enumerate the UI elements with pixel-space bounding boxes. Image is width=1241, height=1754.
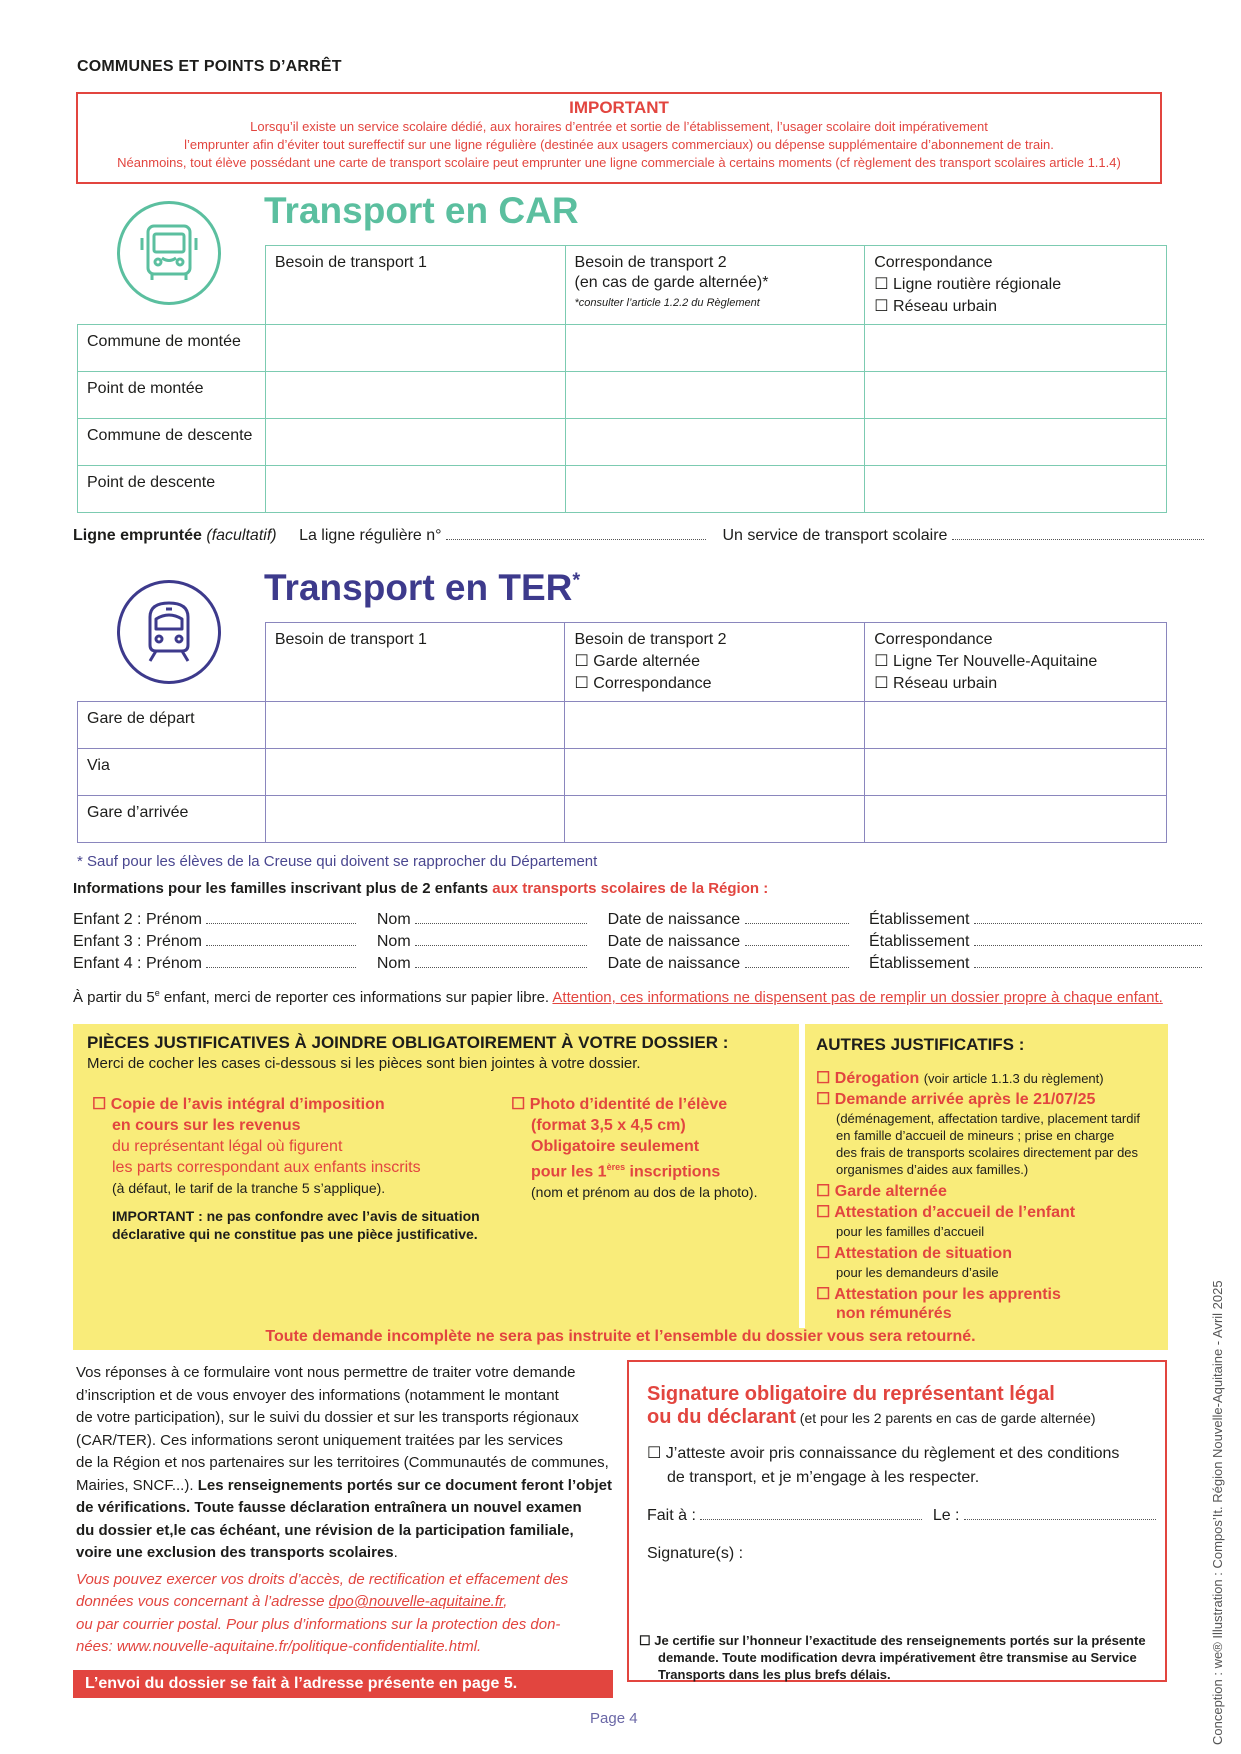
signature-title-2 <box>647 1406 1096 1429</box>
rgpd-rights-line: ou par courrier postal. Pour plus d’informations sur la protection des don- <box>76 1615 561 1633</box>
note-sup: e <box>154 988 160 998</box>
ter-row-label: Via <box>78 749 266 796</box>
enfant-naissance-label: Date de naissance <box>607 955 741 972</box>
car-header-correspondance <box>865 246 1167 325</box>
avis-line-4: les parts correspondant aux enfants inscrits <box>112 1159 421 1176</box>
rgpd-p6b: Les renseignements portés sur ce document feront l’objet <box>197 1476 612 1494</box>
avis-important-1: IMPORTANT : ne pas confondre avec l’avis de situation <box>112 1208 480 1224</box>
atteste-line-2: de transport, et je m’engage à les respecter. <box>667 1469 980 1486</box>
derogation-note: (voir article 1.1.3 du règlement) <box>923 1071 1104 1086</box>
rgpd-rights-line: Vous pouvez exercer vos droits d’accès, de rectification et effacement des <box>76 1570 569 1588</box>
avis-line-5: (à défaut, le tarif de la tranche 5 s’applique). <box>112 1180 386 1196</box>
rgpd-line: de votre participation), sur le suivi du dossier et sur les transports régionaux <box>76 1409 579 1426</box>
ligne-label: Ligne empruntée <box>73 527 202 544</box>
car-col2-label: Besoin de transport 2 <box>574 254 727 271</box>
car-col2-sublabel: (en cas de garde alternée)* <box>574 274 769 291</box>
families-rows <box>73 909 1168 975</box>
car-cell-input[interactable] <box>565 372 865 419</box>
ter-header-besoin-1 <box>265 623 565 702</box>
note-part-a: À partir du 5 <box>73 989 155 1006</box>
service-scolaire-label: Un service de transport scolaire <box>722 527 948 544</box>
enfant-naissance-label: Date de naissance <box>607 933 741 950</box>
service-scolaire-field[interactable] <box>952 527 1204 540</box>
enfant-nom-label: Nom <box>376 911 411 928</box>
enfant-prenom-field[interactable] <box>206 911 356 924</box>
important-line-1: Lorsqu’il existe un service scolaire dédié, aux horaires d’entrée et sortie de l’établissement, l’usager scolaire doit impérativement <box>250 119 988 134</box>
demande-note-1: (déménagement, affectation tardive, placement tardif <box>836 1111 1140 1126</box>
certifie-item[interactable] <box>639 1632 1146 1683</box>
rgpd-rights-line <box>76 1591 616 1614</box>
atteste-checkbox-label[interactable]: ☐ J’atteste avoir pris connaissance du règlement et des conditions <box>647 1445 1120 1462</box>
car-cell-input[interactable] <box>265 325 565 372</box>
signature-label: Signature(s) : <box>647 1545 744 1562</box>
enfant-etablissement-field[interactable] <box>974 933 1202 946</box>
privacy-policy-link[interactable]: nées: www.nouvelle-aquitaine.fr/politique-confidentialite.html. <box>76 1638 482 1655</box>
demande-tardive-label[interactable]: ☐ Demande arrivée après le 21/07/25 <box>816 1091 1096 1108</box>
pieces-subtitle: Merci de cocher les cases ci-dessous si les pièces sont bien jointes à votre dossier. <box>87 1055 641 1072</box>
photo-identite-item[interactable] <box>511 1094 757 1203</box>
car-cell-input[interactable] <box>865 325 1167 372</box>
car-header-besoin-1 <box>265 246 565 325</box>
rgpd-line: de la Région et nos partenaires sur les territoires (Communautés de communes, <box>76 1454 609 1471</box>
important-title: IMPORTANT <box>569 98 669 117</box>
atteste-item[interactable] <box>647 1442 1119 1490</box>
ter-header-correspondance <box>865 623 1167 702</box>
page-number: Page 4 <box>590 1710 638 1727</box>
ter-footnote: * Sauf pour les élèves de la Creuse qui doivent se rapprocher du Département <box>77 853 598 870</box>
photo-sup: ères <box>606 1162 626 1172</box>
enfant-nom-field[interactable] <box>415 955 587 968</box>
ter-option-garde-alternee[interactable]: ☐ Garde alternée <box>574 653 701 670</box>
enfant-naissance-field[interactable] <box>745 955 849 968</box>
enfant-nom-label: Nom <box>376 955 411 972</box>
photo-line-3: Obligatoire seulement <box>531 1138 700 1155</box>
certifie-checkbox-label[interactable]: ☐ Je certifie sur l’honneur l’exactitude des renseignements portés sur la présente <box>639 1633 1146 1648</box>
situation-note: pour les demandeurs d’asile <box>836 1265 999 1280</box>
photo-line-2: (format 3,5 x 4,5 cm) <box>531 1117 686 1134</box>
enfant-naissance-label: Date de naissance <box>607 911 741 928</box>
ter-option-ligne-ter[interactable]: ☐ Ligne Ter Nouvelle-Aquitaine <box>874 653 1098 670</box>
signature-box <box>627 1360 1167 1682</box>
avis-line-3: du représentant légal où figurent <box>112 1138 343 1155</box>
families-title-red: aux transports scolaires de la Région : <box>492 880 769 897</box>
photo-line-5: (nom et prénom au dos de la photo). <box>531 1184 758 1201</box>
signature-title-2-text: ou du déclarant <box>647 1406 796 1428</box>
car-corner-cell <box>78 246 266 325</box>
enfant-prenom-label: Enfant 4 : Prénom <box>73 955 202 972</box>
ter-row-label: Gare d’arrivée <box>78 796 266 843</box>
ter-cell-input[interactable] <box>865 749 1167 796</box>
avis-line-2: en cours sur les revenus <box>112 1117 301 1134</box>
rgpd-line: Vos réponses à ce formulaire vont nous permettre de traiter votre demande <box>76 1364 576 1381</box>
dpo-email-link[interactable]: dpo@nouvelle-aquitaine.fr <box>328 1593 504 1610</box>
signature-area[interactable] <box>647 1562 1147 1622</box>
rgpd-p6a: Mairies, SNCF...). <box>76 1476 198 1494</box>
note-part-b: enfant, merci de reporter ces informations sur papier libre. <box>159 989 550 1006</box>
ter-col2-label: Besoin de transport 2 <box>574 631 727 648</box>
derogation-label[interactable]: ☐ Dérogation <box>816 1070 920 1087</box>
panel-divider <box>799 1024 805 1328</box>
car-cell-input[interactable] <box>265 466 565 513</box>
car-option-ligne-routiere[interactable]: ☐ Ligne routière régionale <box>874 276 1062 293</box>
photo-line-4b: inscriptions <box>625 1163 721 1181</box>
car-cell-input[interactable] <box>265 419 565 466</box>
fait-field[interactable] <box>700 1507 922 1520</box>
enfant-etablissement-label: Établissement <box>869 933 970 950</box>
car-cell-input[interactable] <box>865 466 1167 513</box>
families-title <box>73 880 768 897</box>
important-notice <box>76 92 1162 184</box>
enfant-prenom-label: Enfant 2 : Prénom <box>73 911 202 928</box>
car-cell-input[interactable] <box>565 419 865 466</box>
avis-important-2: déclarative qui ne constitue pas une pièce justificative. <box>112 1226 478 1242</box>
enfant-prenom-field[interactable] <box>206 955 356 968</box>
rgpd-text <box>76 1362 616 1659</box>
car-row-label: Commune de descente <box>78 419 266 466</box>
demande-note-3: des frais de transports scolaires directement par des <box>836 1145 1139 1160</box>
accueil-note: pour les familles d’accueil <box>836 1224 985 1239</box>
ter-title-text: Transport en TER <box>264 567 573 608</box>
photo-line-4 <box>511 1157 757 1182</box>
car-cell-input[interactable] <box>865 419 1167 466</box>
ter-col1-label: Besoin de transport 1 <box>274 631 427 648</box>
incomplete-warning: Toute demande incomplète ne sera pas instruite et l’ensemble du dossier vous sera retourné. <box>265 1328 976 1345</box>
ter-cell-input[interactable] <box>265 749 565 796</box>
enfant-naissance-field[interactable] <box>745 911 849 924</box>
ter-cell-input[interactable] <box>265 702 565 749</box>
ter-cell-input[interactable] <box>565 702 865 749</box>
enfant-prenom-label: Enfant 3 : Prénom <box>73 933 202 950</box>
car-cell-input[interactable] <box>565 325 865 372</box>
car-row-label: Commune de montée <box>78 325 266 372</box>
car-header-besoin-2 <box>565 246 865 325</box>
ter-cell-input[interactable] <box>565 749 865 796</box>
rgpd-line: de vérifications. Toute fausse déclaration entraînera un nouvel examen <box>76 1499 582 1516</box>
demande-note-2: en famille d’accueil de mineurs ; prise en charge <box>836 1128 1115 1143</box>
le-field[interactable] <box>964 1507 1156 1520</box>
fait-label: Fait à : <box>647 1507 696 1524</box>
car-row-label: Point de descente <box>78 466 266 513</box>
enfant-nom-field[interactable] <box>415 911 587 924</box>
car-cell-input[interactable] <box>265 372 565 419</box>
car-option-reseau-urbain[interactable]: ☐ Réseau urbain <box>874 298 998 315</box>
ter-cell-input[interactable] <box>565 796 865 843</box>
ter-row-label: Gare de départ <box>78 702 266 749</box>
ter-table <box>77 622 1167 843</box>
demande-note-4: organismes d’aides aux familles.) <box>836 1162 1029 1177</box>
photo-line-4a: pour les 1 <box>531 1163 607 1181</box>
enfant-naissance-field[interactable] <box>745 933 849 946</box>
rgpd-p9-end: . <box>393 1544 398 1561</box>
ter-cell-input[interactable] <box>265 796 565 843</box>
family-row <box>73 953 1168 975</box>
ligne-empruntee-row <box>73 527 1204 545</box>
signature-title-2-note: (et pour les 2 parents en cas de garde alternée) <box>795 1410 1096 1426</box>
pieces-title: PIÈCES JUSTIFICATIVES À JOINDRE OBLIGATOIREMENT À VOTRE DOSSIER : <box>87 1033 729 1052</box>
page-title: COMMUNES ET POINTS D’ARRÊT <box>77 58 342 75</box>
garde-alternee-label[interactable]: ☐ Garde alternée <box>816 1183 947 1200</box>
families-title-text: Informations pour les familles inscrivant plus de 2 enfants <box>73 880 489 897</box>
attestation-accueil-label[interactable]: ☐ Attestation d’accueil de l’enfant <box>816 1204 1076 1221</box>
envoi-banner: L’envoi du dossier se fait à l’adresse présente en page 5. <box>73 1670 613 1698</box>
apprentis-line-2: non rémunérés <box>836 1305 952 1322</box>
enfant-nom-label: Nom <box>376 933 411 950</box>
rgpd-p9: voire une exclusion des transports scolaires <box>76 1544 394 1561</box>
ter-corner-cell <box>78 623 266 702</box>
photo-checkbox-label[interactable]: ☐ Photo d’identité de l’élève <box>511 1096 728 1113</box>
ter-title-star: * <box>572 569 581 592</box>
fait-le-row <box>647 1507 1156 1525</box>
family-row <box>73 909 1168 931</box>
certifie-line-2: demande. Toute modification devra impérativement être transmise au Service <box>658 1650 1137 1665</box>
derogation-item[interactable] <box>816 1068 1161 1089</box>
ligne-reguliere-label: La ligne régulière n° <box>299 527 442 544</box>
car-cell-input[interactable] <box>865 372 1167 419</box>
car-section-title: Transport en CAR <box>264 190 579 231</box>
note-red-warning: Attention, ces informations ne dispensent pas de remplir un dossier propre à chaque enfant. <box>552 989 1163 1006</box>
car-col1-label: Besoin de transport 1 <box>274 254 427 271</box>
ter-section-title <box>264 567 580 609</box>
enfant-prenom-field[interactable] <box>206 933 356 946</box>
car-col2-note: *consulter l’article 1.2.2 du Règlement <box>574 297 760 309</box>
enfant-etablissement-label: Établissement <box>869 955 970 972</box>
important-line-2: l’emprunter afin d’éviter tout sureffectif sur une ligne régulière (destinée aux usagers commerciaux) ou dépense supplémentaire d’abonnement de train. <box>184 137 1054 152</box>
certifie-line-3: Transports dans les plus brefs délais. <box>658 1667 891 1682</box>
car-col3-label: Correspondance <box>874 254 993 271</box>
families-note <box>73 988 1163 1006</box>
attestation-apprentis-label[interactable]: ☐ Attestation pour les apprentis <box>816 1286 1061 1303</box>
avis-imposition-item[interactable] <box>92 1094 480 1243</box>
le-label: Le : <box>932 1507 960 1524</box>
car-row-label: Point de montée <box>78 372 266 419</box>
ter-header-besoin-2 <box>565 623 865 702</box>
family-row <box>73 931 1168 953</box>
ter-cell-input[interactable] <box>865 702 1167 749</box>
ligne-optional: (facultatif) <box>206 527 277 544</box>
avis-checkbox-label[interactable]: ☐ Copie de l’avis intégral d’imposition <box>92 1096 385 1113</box>
attestation-situation-label[interactable]: ☐ Attestation de situation <box>816 1245 1012 1262</box>
signature-title: Signature obligatoire du représentant légal <box>647 1383 1055 1405</box>
rgpd-r2c: , <box>503 1593 508 1610</box>
rgpd-r2a: données vous concernant à l’adresse <box>76 1593 329 1610</box>
enfant-etablissement-field[interactable] <box>974 911 1202 924</box>
ter-option-correspondance[interactable]: ☐ Correspondance <box>574 675 712 692</box>
rgpd-line <box>76 1542 616 1565</box>
credits-vertical: Conception : we® Illustration : Compos’It. Région Nouvelle-Aquitaine - Avril 2025 <box>1210 1280 1225 1745</box>
enfant-nom-field[interactable] <box>415 933 587 946</box>
autres-title: AUTRES JUSTIFICATIFS : <box>816 1035 1025 1054</box>
demande-tardive-note <box>816 1110 1161 1178</box>
enfant-etablissement-label: Établissement <box>869 911 970 928</box>
autres-list <box>816 1068 1161 1323</box>
rgpd-line: du dossier et,le cas échéant, une révision de la participation familiale, <box>76 1521 574 1539</box>
ligne-reguliere-field[interactable] <box>446 527 706 540</box>
ter-col3-label: Correspondance <box>874 631 993 648</box>
enfant-etablissement-field[interactable] <box>974 955 1202 968</box>
rgpd-line: (CAR/TER). Ces informations seront uniquement traitées par les services <box>76 1431 563 1449</box>
ter-option-reseau-urbain[interactable]: ☐ Réseau urbain <box>874 675 998 692</box>
rgpd-line: d’inscription et de vous envoyer des informations (notamment le montant <box>76 1386 559 1404</box>
rgpd-line <box>76 1475 616 1498</box>
car-table <box>77 245 1167 513</box>
ter-cell-input[interactable] <box>865 796 1167 843</box>
important-line-3: Néanmoins, tout élève possédant une carte de transport scolaire peut emprunter une ligne commerciale à certains moments (cf règlement des transport scolaires article 1.1.4) <box>117 155 1121 170</box>
car-cell-input[interactable] <box>565 466 865 513</box>
